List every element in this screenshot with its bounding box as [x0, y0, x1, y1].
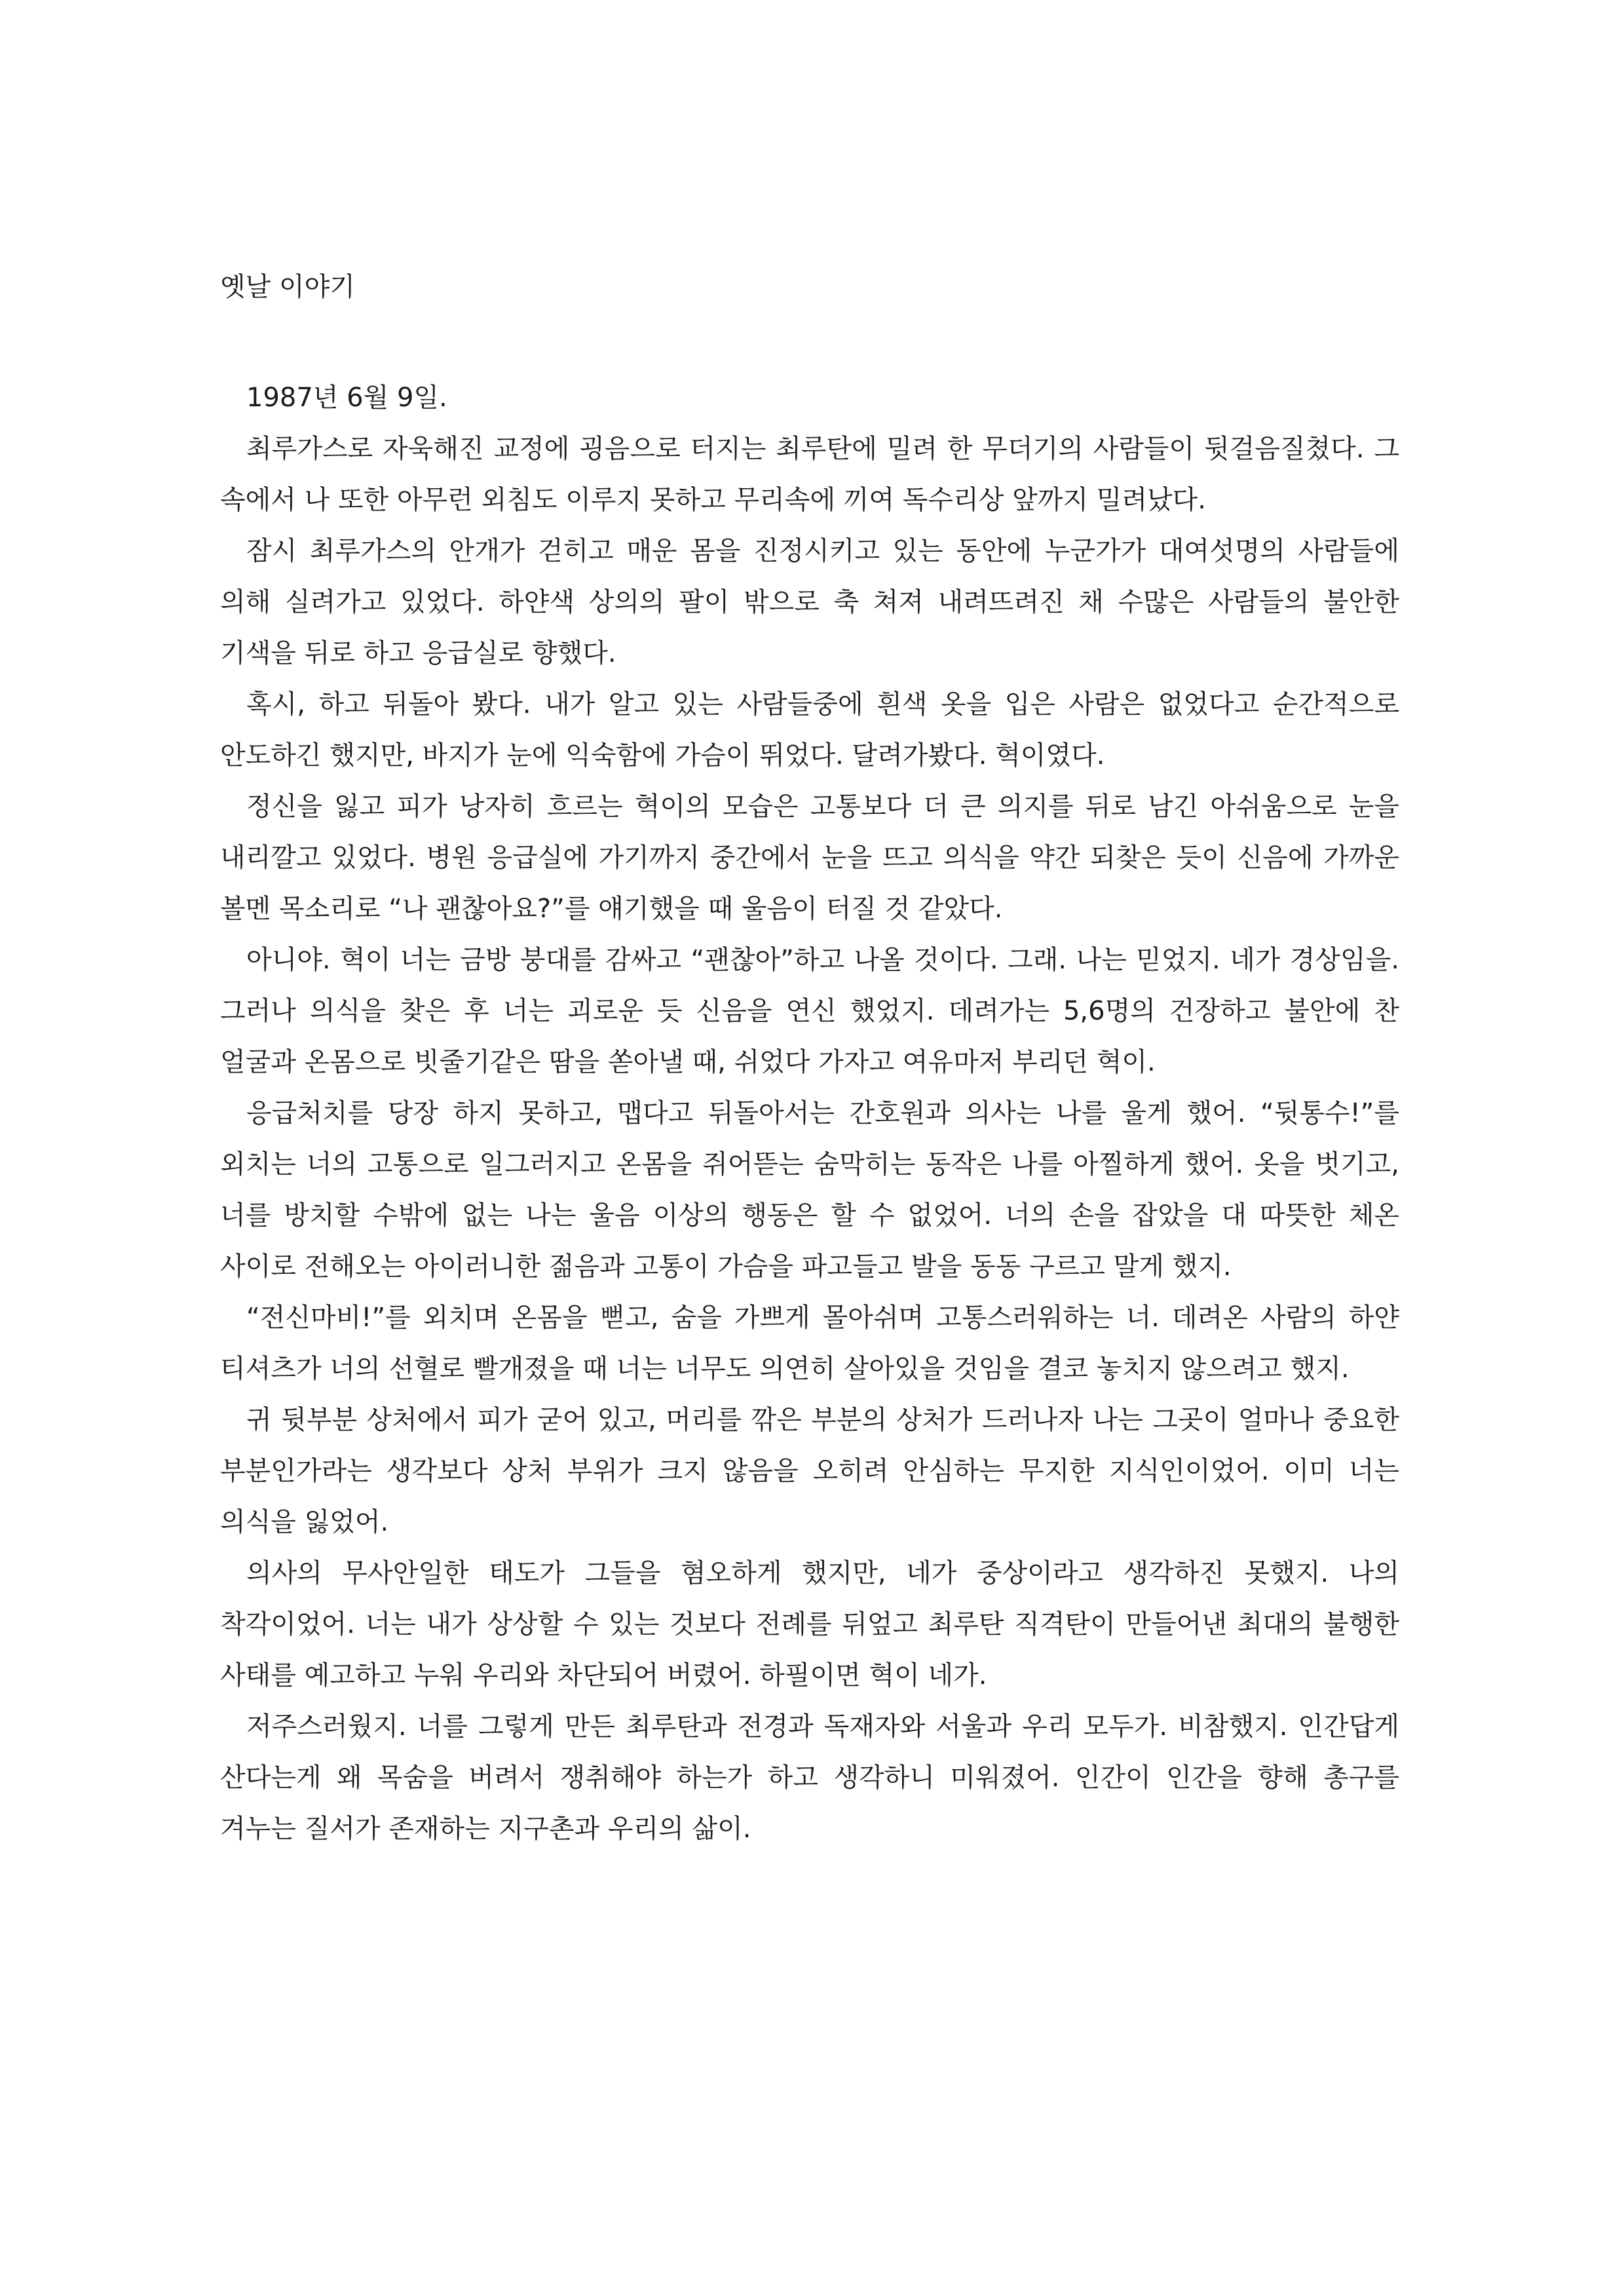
- paragraph: 저주스러웠지. 너를 그렇게 만든 최루탄과 전경과 독재자와 서울과 우리 모두가. 비참했지. 인간답게 산다는게 왜 목숨을 버려서 쟁취해야 하는가 하고 생각하니 미워졌어. 인간이 인간을 향해 총구를 겨누는 질서가 존재하는 지구촌과 우리의 삶이.: [220, 1712, 1399, 1844]
- paragraph: 귀 뒷부분 상처에서 피가 굳어 있고, 머리를 깎은 부분의 상처가 드러나자 나는 그곳이 얼마나 중요한 부분인가라는 생각보다 상처 부위가 크지 않음을 오히려 안심하는 무지한 지식인이었어. 이미 너는 의식을 잃었어.: [220, 1405, 1399, 1537]
- paragraph: 아니야. 혁이 너는 금방 붕대를 감싸고 “괜찮아”하고 나올 것이다. 그래. 나는 믿었지. 네가 경상임을. 그러나 의식을 찾은 후 너는 괴로운 듯 신음을 연신 했었지. 데려가는 5,6명의 건장하고 불안에 찬 얼굴과 온몸으로 빗줄기같은 땀을 쏟아낼 때, 쉬었다 가자고 여유마저 부리던 혁이.: [220, 945, 1399, 1077]
- paragraph: 혹시, 하고 뒤돌아 봤다. 내가 알고 있는 사람들중에 흰색 옷을 입은 사람은 없었다고 순간적으로 안도하긴 했지만, 바지가 눈에 익숙함에 가슴이 뛰었다. 달려가봤다. 혁이였다.: [220, 689, 1399, 771]
- paragraph: 의사의 무사안일한 태도가 그들을 혐오하게 했지만, 네가 중상이라고 생각하진 못했지. 나의 착각이었어. 너는 내가 상상할 수 있는 것보다 전례를 뒤엎고 최루탄 직격탄이 만들어낸 최대의 불행한 사태를 예고하고 누워 우리와 차단되어 버렸어. 하필이면 혁이 네가.: [220, 1558, 1399, 1691]
- document-body: [220, 372, 1399, 1854]
- paragraph: 정신을 잃고 피가 낭자히 흐르는 혁이의 모습은 고통보다 더 큰 의지를 뒤로 남긴 아쉬움으로 눈을 내리깔고 있었다. 병원 응급실에 가기까지 중간에서 눈을 뜨고 의식을 약간 되찾은 듯이 신음에 가까운 볼멘 목소리로 “나 괜찮아요?”를 얘기했을 때 울음이 터질 것 같았다.: [220, 792, 1399, 924]
- paragraph: “전신마비!”를 외치며 온몸을 뻗고, 숨을 가쁘게 몰아쉬며 고통스러워하는 너. 데려온 사람의 하얀 티셔츠가 너의 선혈로 빨개졌을 때 너는 너무도 의연히 살아있을 것임을 결코 놓치지 않으려고 했지.: [220, 1303, 1399, 1384]
- document-title: 옛날 이야기: [220, 272, 355, 302]
- paragraph: 최루가스로 자욱해진 교정에 굉음으로 터지는 최루탄에 밀려 한 무더기의 사람들이 뒷걸음질쳤다. 그 속에서 나 또한 아무런 외침도 이루지 못하고 무리속에 끼여 독수리상 앞까지 밀려났다.: [220, 434, 1399, 515]
- paragraph: 응급처치를 당장 하지 못하고, 맵다고 뒤돌아서는 간호원과 의사는 나를 울게 했어. “뒷통수!”를 외치는 너의 고통으로 일그러지고 온몸을 쥐어뜯는 숨막히는 동작은 나를 아찔하게 했어. 옷을 벗기고, 너를 방치할 수밖에 없는 나는 울음 이상의 행동은 할 수 없었어. 너의 손을 잡았을 대 따뜻한 체온 사이로 전해오는 아이러니한 젊음과 고통이 가슴을 파고들고 발을 동동 구르고 말게 했지.: [220, 1098, 1399, 1282]
- paragraph-date: 1987년 6월 9일.: [246, 383, 447, 413]
- paragraph: 잠시 최루가스의 안개가 걷히고 매운 몸을 진정시키고 있는 동안에 누군가가 대여섯명의 사람들에 의해 실려가고 있었다. 하얀색 상의의 팔이 밖으로 축 쳐져 내려뜨려진 채 수많은 사람들의 불안한 기색을 뒤로 하고 응급실로 향했다.: [220, 536, 1399, 668]
